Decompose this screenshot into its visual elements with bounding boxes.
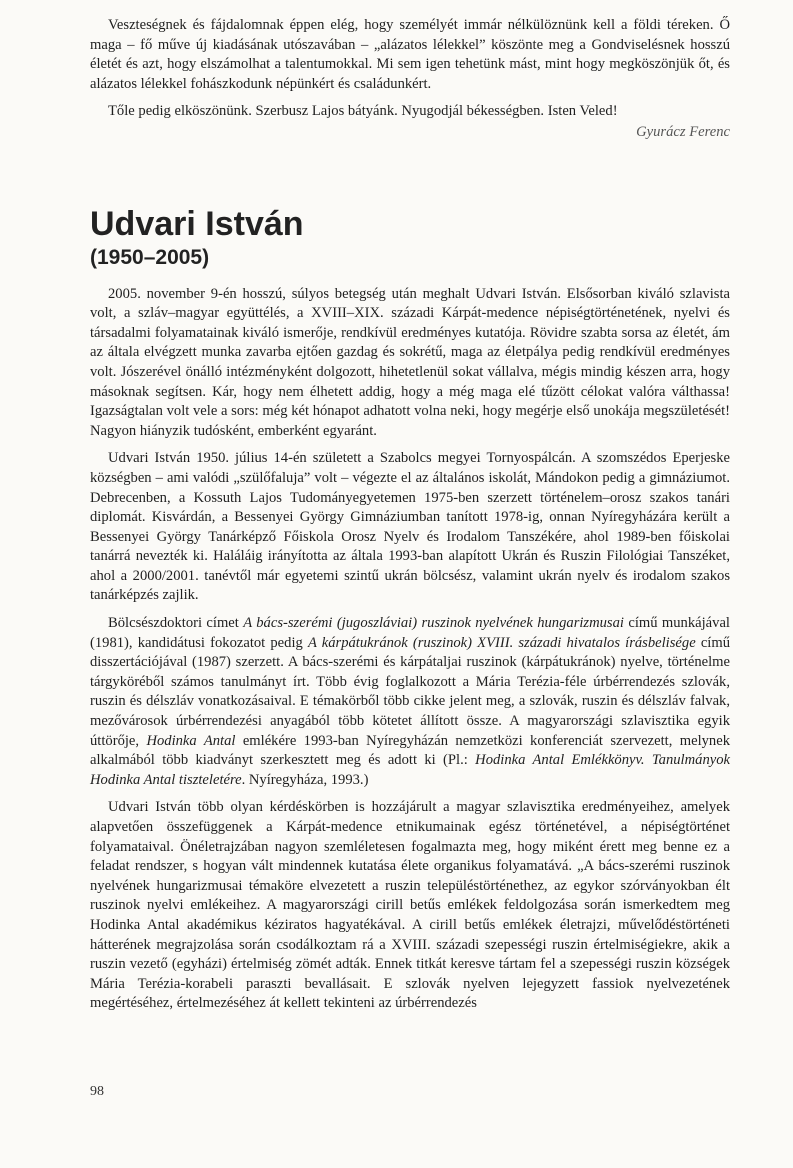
intro-paragraph-1: Veszteségnek és fájdalomnak éppen elég, hogy személyét immár nélkülöznünk kell a földi téreken. Ő maga – fő műve új kiadásának utószavában – „alázatos lélekkel” köszönte meg a Gondviselésnek hosszú életét és azt, hogy elszámolhat a talentumokkal. Mi sem igen tehetünk mást, mint hogy megköszönjük őt, és alázatos lélekkel fohászkodunk népünkért és családunkért. [90, 17, 730, 92]
obituary-paragraph-2: Udvari István 1950. július 14-én született a Szabolcs megyei Tornyospálcán. A szomszédos Eperjeske községben – ami valódi „szülőfaluja” volt – végezte el az általános iskolát, Mándokon pedig a gimnáziumot. Debrecenben, a Kossuth Lajos Tudományegyetemen 1975-ben szerzett történelem–orosz szakos tanári diplomát. Kisvárdán, a Bessenyei György Gimnáziumban tanított 1978-ig, onnan Nyíregyházára került a Bessenyei György Tanárképző Főiskola Orosz Nyelv és Irodalom Tanszékére, ahol 1989-ben főiskolai tanárrá nevezték ki. Haláláig irányította az általa 1993-ban alapított Ukrán és Ruszin Filológiai Tanszéket, ahol a 2000/2001. tanévtől már egyetemi szintű ukrán bölcsész, valamint ukrán nyelv és irodalom szakos tanárképzés zajlik. [90, 450, 730, 604]
p3-text-5: . Nyíregyháza, 1993.) [241, 771, 369, 788]
signature: Gyurácz Ferenc [636, 123, 730, 140]
obituary-paragraph-3 [90, 614, 730, 790]
p3-italic-title-2: A kárpátukránok (ruszinok) XVIII. századi hivatalos írásbelisége [307, 634, 696, 651]
p3-text-3: című disszertációjával (1987) szerzett. A bács-szerémi és kárpátaljai ruszinok (kárpátukránok) nyelve, történelme tárgyköréből számos tanulmányt írt. Több évig foglalkozott a Mária Terézia-féle úrbérrendezés szlovák, ruszin és délszláv vonatkozásaival. E témakörből több cikke jelent meg, a szlovák, ruszin és délszláv falvak, mezővárosok úrbérrendezési anyagából több kötetet állított össze. A magyarországi szlavisztika egyik úttörője, [90, 634, 730, 749]
text-column [90, 16, 730, 1014]
obituary-years: (1950–2005) [90, 245, 210, 269]
p3-text-1: Bölcsészdoktori címet [108, 615, 244, 632]
p3-italic-title-3: Hodinka Antal Emlékkönyv. Tanulmányok Hodinka Antal tiszteletére [90, 752, 730, 788]
p3-italic-title-1: A bács-szerémi (jugoszláviai) ruszinok nyelvének hungarizmusai [243, 615, 624, 632]
p3-text-2: című munkájával (1981), kandidátusi fokozatot pedig [90, 615, 730, 651]
page-number: 98 [90, 1084, 104, 1099]
p3-italic-name: Hodinka Antal [146, 732, 236, 749]
obituary-paragraph-1: 2005. november 9-én hosszú, súlyos betegség után meghalt Udvari István. Elsősorban kiváló szlavista volt, a szláv–magyar együttélés, a XVIII–XIX. századi Kárpát-medence népiségtörténetének, nyelvi és társadalmi folyamatainak kiváló ismerője, rendkívül eredményes kutatója. Rövidre szabta sorsa az életét, ám az általa elvégzett munka zavarba ejtően gazdag és sokrétű, maga az életpálya pedig rendkívül eredményes volt. Jószerével önálló intézményként dolgozott, hihetetlenül sokat vállalva, mégis mindig készen arra, hogy másoknak segítsen. Kár, hogy nem élhetett addig, hogy a még maga elé tűzött célokat valóra válthassa! Igazságtalan volt vele a sors: még két hónapot adhatott volna neki, hogy megérje első unokája megszületését! Nagyon hiányzik tudósként, emberként egyaránt. [90, 285, 730, 439]
intro-paragraph-2: Tőle pedig elköszönünk. Szerbusz Lajos bátyánk. Nyugodjál békességben. Isten Veled! [108, 103, 618, 120]
obituary-title: Udvari István [90, 204, 304, 243]
p3-text-4: emlékére 1993-ban Nyíregyházán nemzetközi konferenciát szervezett, melynek alkalmából több kiadványt szerkesztett meg és adott ki (Pl.: [90, 732, 730, 769]
obituary-paragraph-4: Udvari István több olyan kérdéskörben is hozzájárult a magyar szlavisztika eredményeihez, amelyek alapvetően összefüggenek a Kárpát-medence etnikumainak egész történetével, a népiségtörténet folyamataival. Önéletrajzában nagyon szemléletesen fogalmazta meg, hogy miként érett meg benne ez a feladat rendszer, s hogyan vált mindennek kutatása élete organikus folyamatává. „A bács-szerémi ruszinok nyelvének hungarizmusai témaköre elvezetett a ruszin településtörténethez, az egykor szórványokban élt ruszinok nyelvi emlékeihez. A magyarországi cirill betűs emlékek feldolgozása során ismerkedtem meg Hodinka Antal akadémikus kéziratos hagyatékával. A cirill betűs emlékek életrajzi, művelődéstörténeti hátterének megrajzolása során csodálkoztam rá a XVIII. századi szepességi ruszin értelmiségiekre, akik a ruszin vezető (egyházi) értelmiség zömét adták. Ennek titkát keresve tártam fel a szepességi ruszin községek Mária Terézia-korabeli paraszti bevallásait. E szlovák nyelven lejegyzett fassiok nyelvezetének megértéséhez, értelmezéséhez át kellett tekinteni az úrbérrendezés [90, 799, 730, 1012]
